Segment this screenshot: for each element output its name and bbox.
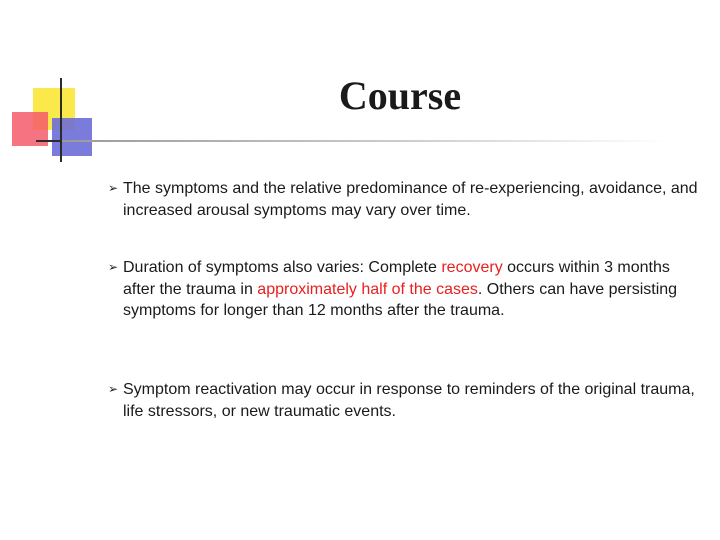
highlight-recovery: recovery bbox=[441, 259, 503, 276]
slide-title: Course bbox=[338, 73, 462, 118]
bullet-text-segment: . Others can have persisting symptoms for longer than 12 months after the trauma. bbox=[123, 280, 678, 319]
bullet-text-segment: The symptoms and the relative predominance of re-experiencing, avoidance, and increased arousal symptoms may vary over time. bbox=[123, 180, 698, 219]
highlight-half-of-cases: approximately half of the cases bbox=[257, 280, 478, 298]
bullet-text-segment: Symptom reactivation may occur in response to reminders of the original trauma, life stressors, or new traumatic events. bbox=[123, 381, 695, 420]
bullet-arrow-icon: ➢ bbox=[108, 181, 119, 195]
bullet-text-segment: Duration of symptoms also varies: Complete bbox=[123, 259, 442, 276]
bullet-text-segment: occurs within 3 months after the trauma in bbox=[123, 259, 670, 298]
bullet-text bbox=[123, 257, 705, 322]
bullet-arrow-icon: ➢ bbox=[108, 260, 119, 274]
bullet-text bbox=[123, 379, 705, 422]
bullet-arrow-icon: ➢ bbox=[108, 382, 119, 396]
bullet-text bbox=[123, 178, 705, 221]
